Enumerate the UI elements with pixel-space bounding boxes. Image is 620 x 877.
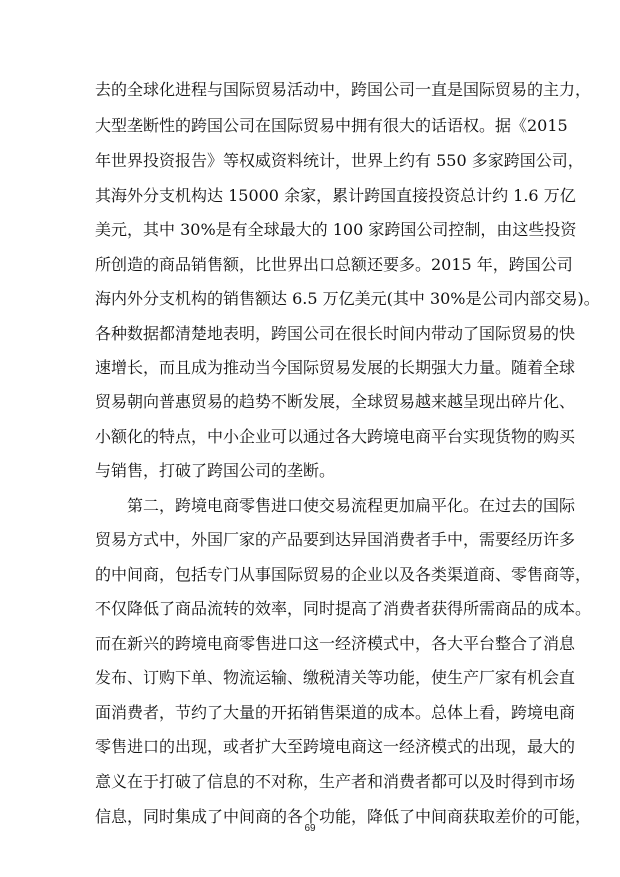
text-line: 与销售，打破了跨国公司的垄断。 — [95, 461, 336, 480]
text-line: 零售进口的出现，或者扩大至跨境电商这一经济模式的出现，最大的 — [95, 737, 576, 756]
text-line: 各种数据都清楚地表明，跨国公司在很长时间内带动了国际贸易的快 — [95, 324, 576, 343]
text-line: 面消费者，节约了大量的开拓销售渠道的成本。总体上看，跨境电商 — [95, 703, 576, 722]
text-line: 大型垄断性的跨国公司在国际贸易中拥有很大的话语权。据《2015 — [95, 116, 568, 135]
text-line: 而在新兴的跨境电商零售进口这一经济模式中，各大平台整合了消息 — [95, 634, 576, 653]
text-line: 海内外分支机构的销售额达 6.5 万亿美元(其中 30%是公司内部交易)。 — [95, 289, 600, 308]
text-line: 速增长，而且成为推动当今国际贸易发展的长期强大力量。随着全球 — [95, 358, 576, 377]
text-line: 年世界投资报告》等权威资料统计，世界上约有 550 多家跨国公司， — [95, 151, 584, 170]
text-line: 的中间商，包括专门从事国际贸易的企业以及各类渠道商、零售商等， — [95, 565, 592, 584]
page-number: 69 — [304, 823, 316, 834]
text-line: 美元，其中 30%是有全球最大的 100 家跨国公司控制，由这些投资 — [95, 220, 577, 239]
text-line: 小额化的特点，中小企业可以通过各大跨境电商平台实现货物的购买 — [95, 427, 576, 446]
text-line: 贸易朝向普惠贸易的趋势不断发展，全球贸易越来越呈现出碎片化、 — [95, 392, 576, 411]
text-line: 信息，同时集成了中间商的各个功能，降低了中间商获取差价的可能， — [95, 807, 592, 826]
text-line: 去的全球化进程与国际贸易活动中，跨国公司一直是国际贸易的主力， — [95, 80, 592, 99]
text-line: 贸易方式中，外国厂家的产品要到达异国消费者手中，需要经历许多 — [95, 530, 576, 549]
text-line: 不仅降低了商品流转的效率，同时提高了消费者获得所需商品的成本。 — [95, 599, 592, 618]
paragraph-first-line: 第二，跨境电商零售进口使交易流程更加扁平化。在过去的国际 — [127, 496, 576, 515]
text-line: 所创造的商品销售额，比世界出口总额还要多。2015 年，跨国公司 — [95, 255, 573, 274]
text-line: 发布、订购下单、物流运输、缴税清关等功能，使生产厂家有机会直 — [95, 668, 576, 687]
text-line: 其海外分支机构达 15000 余家，累计跨国直接投资总计约 1.6 万亿 — [95, 186, 576, 205]
text-line: 意义在于打破了信息的不对称，生产者和消费者都可以及时得到市场 — [95, 772, 576, 791]
